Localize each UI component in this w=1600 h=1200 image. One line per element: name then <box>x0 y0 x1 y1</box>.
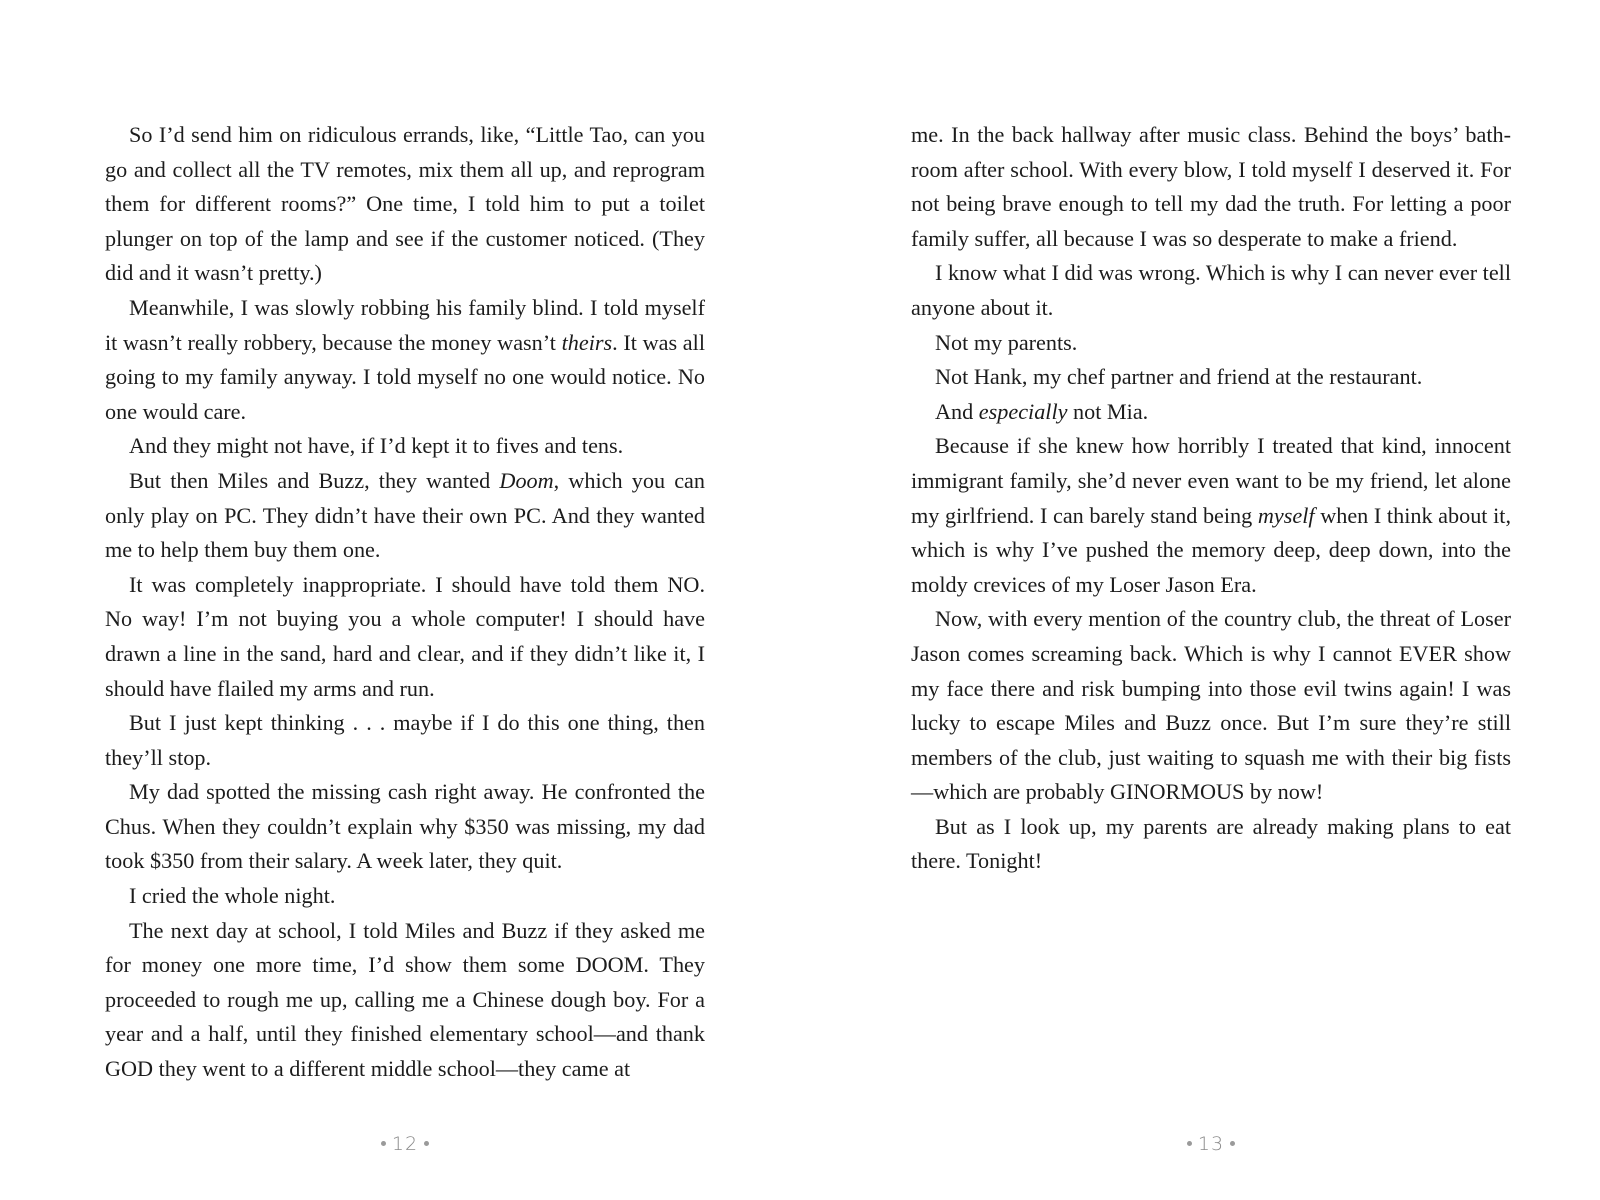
text-run: But I just kept thinking . . . maybe if I do this one thing, then they’ll stop. <box>105 710 705 770</box>
page-number-dot-icon <box>381 1141 386 1146</box>
page-number-dot-icon <box>1187 1141 1192 1146</box>
text-run: . It was all going to my family anyway. I told myself no one would notice. No one would care. <box>105 329 705 424</box>
text-run: Because if she knew how horribly I treated that kind, innocent immigrant family, she’d never even want to be my friend, let alone my girlfriend. I can barely stand being <box>911 433 1511 528</box>
paragraph <box>105 914 705 1087</box>
page-number-value: 12 <box>391 1133 419 1155</box>
text-run: But as I look up, my parents are already making plans to eat there. Tonight! <box>911 813 1511 874</box>
page-number-right <box>1151 1133 1271 1155</box>
text-run: Not Hank, my chef partner and friend at the restaurant. <box>935 364 1423 390</box>
text-run: when I think about it, which is why I’ve pushed the memory deep, deep down, into the moldy crevices of my Loser Jason Era. <box>911 502 1511 597</box>
italic-text: theirs <box>561 329 613 355</box>
paragraph <box>911 395 1511 430</box>
text-run: Now, with every mention of the country club, the threat of Loser Jason comes screaming back. Which is why I cannot EVER show my face there and risk bumping into those evil twins again! I was lucky to escape Miles and Buzz once. But I’m sure they’re still members of the club, just waiting to squash me with their big fists—which are probably GINORMOUS by now! <box>911 606 1511 805</box>
text-run: Meanwhile, I was slowly robbing his family blind. I told myself it wasn’t really robbery, because the money wasn’t <box>105 294 705 355</box>
paragraph <box>911 602 1511 810</box>
paragraph <box>105 118 705 291</box>
right-page <box>911 118 1511 879</box>
page-number-value: 13 <box>1197 1133 1225 1155</box>
text-run: I cried the whole night. <box>129 883 336 909</box>
paragraph <box>105 706 705 775</box>
left-page <box>105 118 705 1087</box>
text-run: The next day at school, I told Miles and Buzz if they asked me for money one more time, I’d show them some DOOM. They proceeded to rough me up, calling me a Chinese dough boy. For a year and a half, until they finished elementary school—and thank GOD they went to a different middle school—they came at <box>105 917 705 1082</box>
text-run: not Mia. <box>1067 398 1149 424</box>
paragraph <box>911 118 1511 256</box>
paragraph <box>105 568 705 706</box>
text-run: My dad spotted the missing cash right away. He confronted the Chus. When they couldn’t explain why $350 was missing, my dad took $350 from their salary. A week later, they quit. <box>105 779 705 874</box>
text-run: And they might not have, if I’d kept it to fives and tens. <box>129 433 624 459</box>
text-run: So I’d send him on ridiculous errands, like, “Little Tao, can you go and collect all the TV remotes, mix them all up, and reprogram them for different rooms?” One time, I told him to put a toilet plunger on top of the lamp and see if the customer noticed. (They did and it wasn’t pretty.) <box>105 122 705 286</box>
paragraph <box>105 291 705 429</box>
page-number-left <box>345 1133 465 1155</box>
paragraph <box>911 326 1511 361</box>
text-run: And <box>935 398 979 424</box>
text-run: , which you can only play on PC. They didn’t have their own PC. And they wanted me to help them buy them one. <box>105 467 705 563</box>
italic-text: especially <box>978 398 1068 424</box>
paragraph <box>105 879 705 914</box>
paragraph <box>105 429 705 464</box>
paragraph <box>911 429 1511 602</box>
paragraph <box>105 464 705 568</box>
italic-text: Doom <box>499 467 554 493</box>
paragraph <box>911 256 1511 325</box>
paragraph <box>911 810 1511 879</box>
text-run: Not my parents. <box>935 329 1078 355</box>
text-run: But then Miles and Buzz, they wanted <box>129 467 500 493</box>
paragraph <box>911 360 1511 395</box>
text-run: me. In the back hallway after music class. Behind the boys’ bathroom after school. With every blow, I told myself I deserved it. For not being brave enough to tell my dad the truth. For letting a poor family suffer, all because I was so desperate to make a friend. <box>911 122 1511 251</box>
page-number-dot-icon <box>424 1141 429 1146</box>
page-number-dot-icon <box>1230 1141 1235 1146</box>
paragraph <box>105 775 705 879</box>
text-run: It was completely inappropriate. I should have told them NO. No way! I’m not buying you a whole computer! I should have drawn a line in the sand, hard and clear, and if they didn’t like it, I should have flailed my arms and run. <box>105 571 705 701</box>
text-run: I know what I did was wrong. Which is why I can never ever tell anyone about it. <box>911 260 1511 320</box>
italic-text: myself <box>1257 502 1315 528</box>
